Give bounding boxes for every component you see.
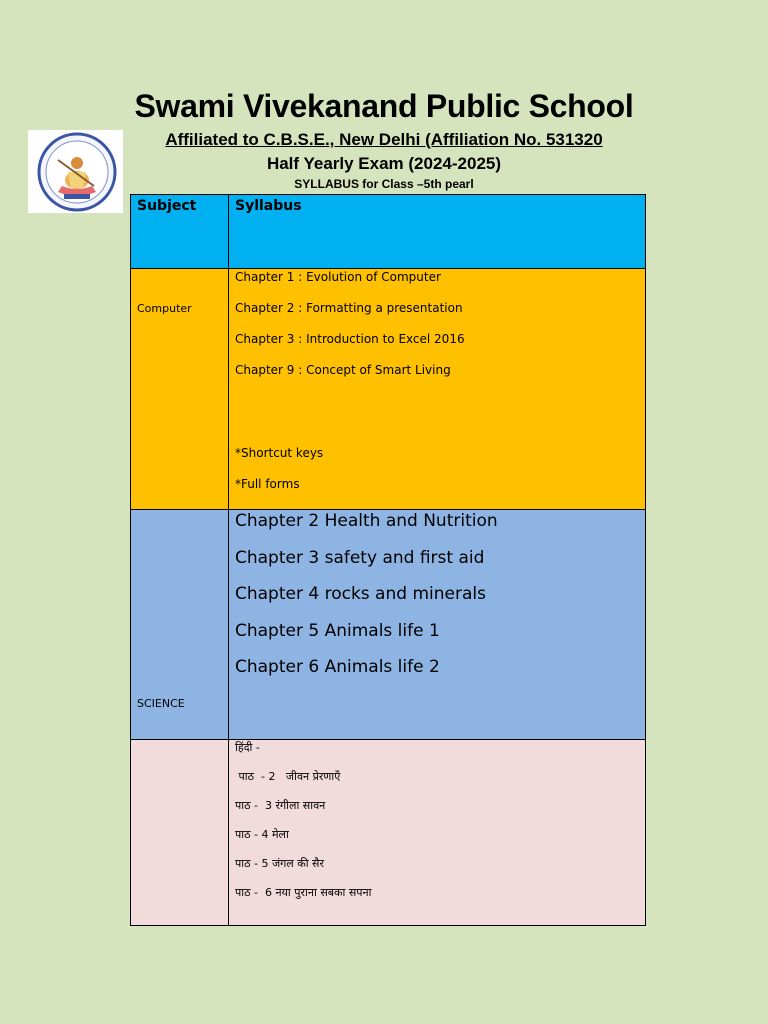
syllabus-cell bbox=[229, 510, 646, 740]
syllabus-header: Syllabus bbox=[235, 198, 302, 214]
list-item: Chapter 2 : Formatting a presentation bbox=[235, 301, 463, 315]
syllabus-header-cell bbox=[229, 195, 646, 269]
exam-title: Half Yearly Exam (2024-2025) bbox=[266, 154, 502, 173]
subject-label: SCIENCE bbox=[137, 697, 185, 710]
list-item: Chapter 2 Health and Nutrition bbox=[235, 511, 498, 531]
list-item: *Shortcut keys bbox=[235, 446, 324, 460]
subject-header-cell bbox=[131, 195, 229, 269]
list-item: Chapter 5 Animals life 1 bbox=[235, 620, 440, 641]
subject-label: Computer bbox=[137, 302, 192, 315]
list-item: Chapter 6 Animals life 2 bbox=[235, 657, 440, 677]
class-line: SYLLABUS for Class –5th pearl bbox=[294, 177, 474, 191]
list-item: Chapter 1 : Evolution of Computer bbox=[235, 270, 441, 284]
list-item: *Full forms bbox=[235, 477, 300, 491]
list-item: Chapter 9 : Concept of Smart Living bbox=[235, 363, 451, 377]
table-row-computer bbox=[131, 269, 646, 510]
list-item: पाठ - 3 रंगीला सावन bbox=[235, 799, 326, 812]
table-header-row bbox=[131, 195, 646, 269]
syllabus-table bbox=[130, 194, 646, 926]
list-item: Chapter 3 : Introduction to Excel 2016 bbox=[235, 332, 465, 346]
table-row-science bbox=[131, 510, 646, 740]
list-item: हिंदी - bbox=[235, 741, 260, 754]
list-item: Chapter 3 safety and first aid bbox=[235, 547, 485, 568]
list-item: पाठ - 2 जीवन प्रेरणाएँ bbox=[235, 770, 341, 783]
table-row-hindi bbox=[131, 740, 646, 926]
list-item: पाठ - 4 मेला bbox=[235, 828, 289, 841]
affiliation-line: Affiliated to C.B.S.E., New Delhi (Affiliation No. 531320 bbox=[165, 130, 603, 149]
subject-cell bbox=[131, 269, 229, 510]
subject-header: Subject bbox=[137, 198, 197, 214]
subject-cell bbox=[131, 510, 229, 740]
subject-cell bbox=[131, 740, 229, 926]
list-item: Chapter 4 rocks and minerals bbox=[235, 584, 486, 604]
school-name: Swami Vivekanand Public School bbox=[134, 88, 634, 124]
list-item: पाठ - 6 नया पुराना सबका सपना bbox=[235, 886, 372, 899]
syllabus-cell bbox=[229, 269, 646, 510]
syllabus-cell bbox=[229, 740, 646, 926]
list-item: पाठ - 5 जंगल की सैर bbox=[235, 857, 324, 870]
